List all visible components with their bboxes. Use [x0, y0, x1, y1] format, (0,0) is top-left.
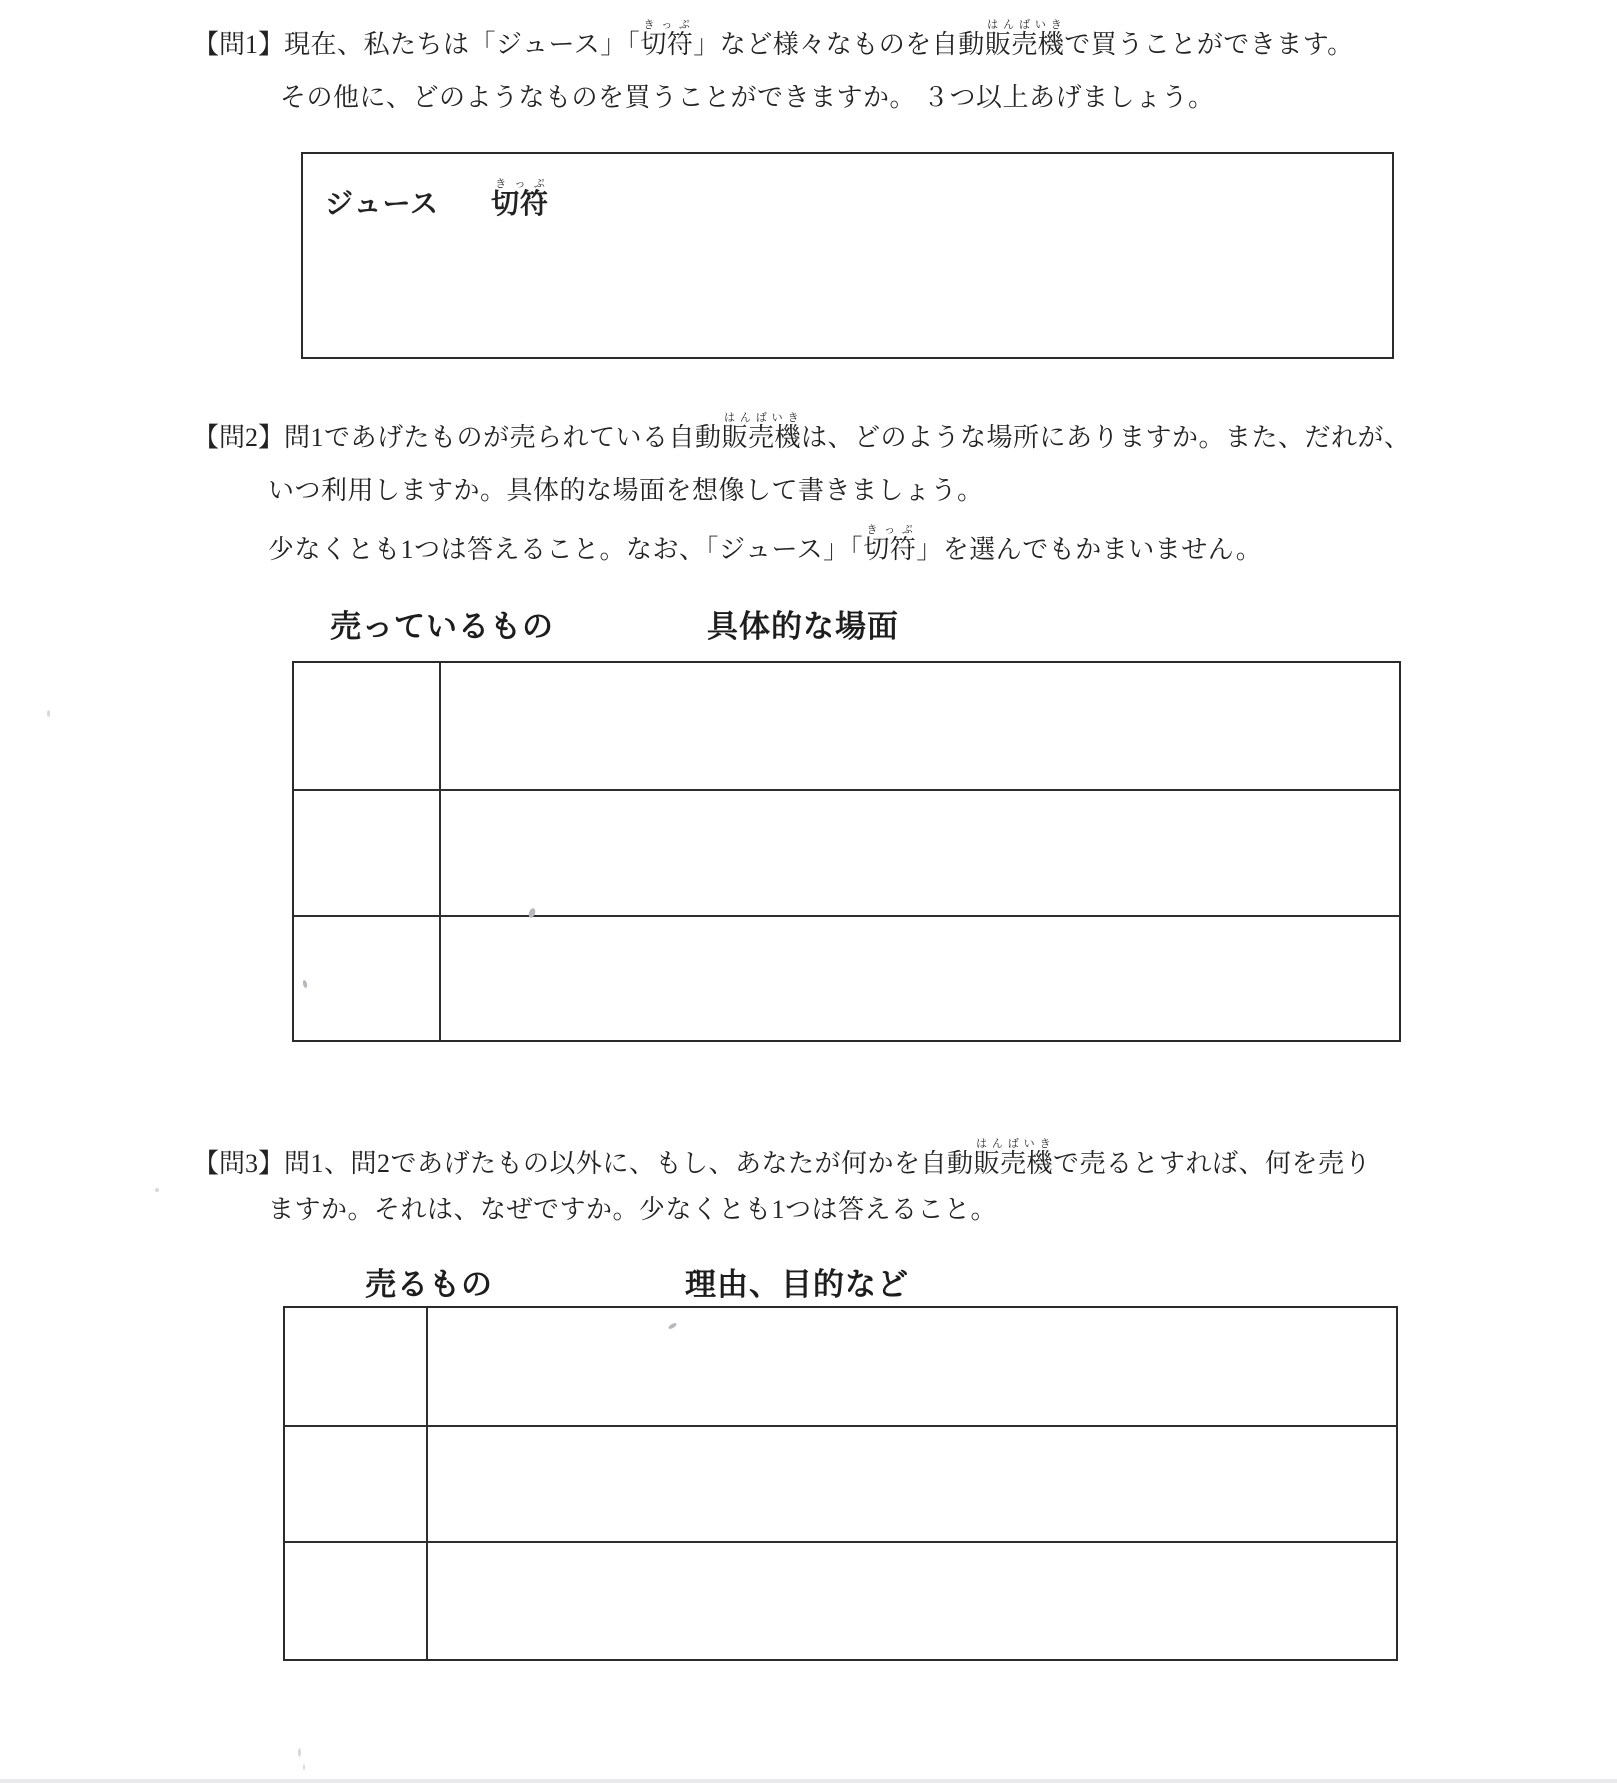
q3-col1-header: 売るもの	[365, 1267, 493, 1302]
scan-artifact	[303, 1764, 305, 1770]
q2-row1-scene-cell[interactable]	[441, 663, 1399, 789]
q1-prompt-line2: その他に、どのようなものを買うことができますか。 ３つ以上あげましょう。	[280, 83, 1215, 112]
q2-row2-scene-cell[interactable]	[441, 791, 1399, 915]
q2-label: 【問2】	[193, 423, 285, 452]
q1-answer-item-ticket: 切符きっぷ	[491, 178, 550, 220]
q1-answer-item-juice: ジュース	[325, 189, 440, 220]
q3-row2-item-cell[interactable]	[285, 1427, 426, 1541]
q3-row3-item-cell[interactable]	[285, 1543, 426, 1659]
q1-label: 【問1】	[193, 30, 285, 59]
q1-answer-text	[325, 178, 593, 219]
q3-col2-header: 理由、目的など	[685, 1267, 909, 1302]
q3-label: 【問3】	[193, 1149, 285, 1178]
q1-prompt-line1	[193, 19, 1354, 58]
q3-answer-table	[283, 1306, 1398, 1661]
q2-prompt-line1-text: 問1であげたものが売られている自動販売機はんばいきは、どのような場所にありますか。また、だれが、	[284, 412, 1411, 452]
scan-artifact	[155, 1188, 159, 1192]
q3-row2-reason-cell[interactable]	[428, 1427, 1396, 1541]
q2-row3-item-cell[interactable]	[294, 917, 439, 1040]
q2-prompt-line3: 少なくとも1つは答えること。なお、「ジュース」「切符きっぷ」を選んでもかまいません。	[268, 524, 1263, 564]
q2-row1-item-cell[interactable]	[294, 663, 439, 789]
q2-row2-item-cell[interactable]	[294, 791, 439, 915]
q2-row3-scene-cell[interactable]	[441, 917, 1399, 1040]
q3-row3-reason-cell[interactable]	[428, 1543, 1396, 1659]
q2-answer-table	[292, 661, 1401, 1042]
q3-row1-reason-cell[interactable]	[428, 1308, 1396, 1425]
q3-prompt-line1	[193, 1138, 1371, 1177]
q3-prompt-line2: ますか。それは、なぜですか。少なくとも1つは答えること。	[268, 1195, 998, 1224]
q1-answer-box[interactable]	[301, 152, 1394, 359]
scan-artifact	[47, 710, 50, 717]
q2-col1-header: 売っているもの	[330, 609, 554, 644]
q3-row1-item-cell[interactable]	[285, 1308, 426, 1425]
q2-prompt-line1	[193, 412, 1411, 451]
q1-prompt-line1-text: 現在、私たちは「ジュース」「切符きっぷ」など様々なものを自動販売機はんばいきで買うことができます。	[284, 19, 1354, 59]
scan-bottom-edge	[0, 1779, 1617, 1783]
q2-prompt-line2: いつ利用しますか。具体的な場面を想像して書きましょう。	[268, 476, 984, 505]
q3-prompt-line1-text: 問1、問2であげたもの以外に、もし、あなたが何かを自動販売機はんばいきで売るとすれば、何を売り	[284, 1138, 1372, 1178]
q2-col2-header: 具体的な場面	[707, 609, 899, 644]
scan-artifact	[298, 1748, 301, 1757]
